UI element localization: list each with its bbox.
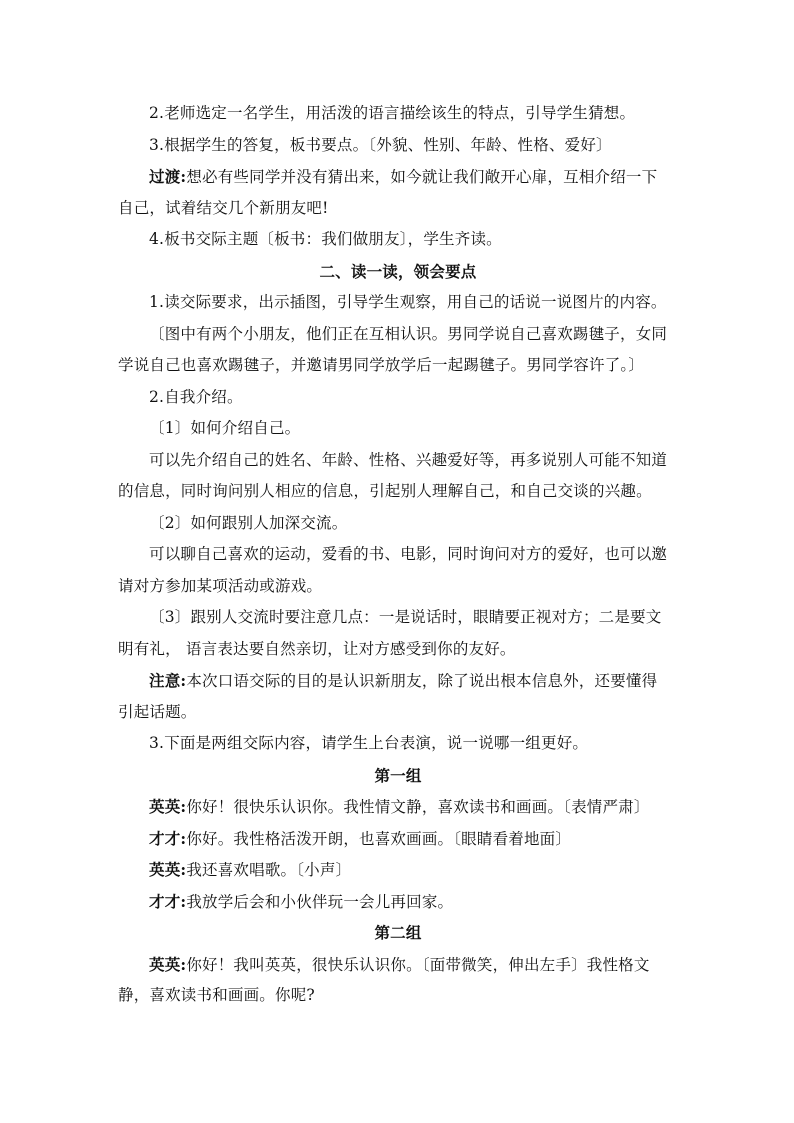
speaker-label: 英英: <box>149 954 187 974</box>
paragraph-line <box>118 476 678 508</box>
paragraph-line <box>118 319 678 351</box>
line-text: 自己，试着结交几个新朋友吧! <box>118 198 329 217</box>
line-text: 3.下面是两组交际内容，请学生上台表演，说一说哪一组更好。 <box>149 734 589 752</box>
paragraph-line <box>118 350 678 382</box>
paragraph-line <box>118 413 678 445</box>
line-text: 本次口语交际的目的是认识新朋友，除了说出根本信息外，还要懂得 <box>186 672 658 690</box>
line-text: 2.自我介绍。 <box>149 387 243 406</box>
paragraph-line <box>118 949 678 981</box>
section-heading: 第一组 <box>374 765 422 785</box>
line-text: 学说自己也喜欢踢毽子，并邀请男同学放学后一起踢毽子。男同学容许了。〕 <box>118 356 645 374</box>
paragraph-line <box>118 602 678 634</box>
paragraph-line <box>118 791 678 823</box>
line-text: 可以聊自己喜欢的运动，爱看的书、电影，同时询问对方的爱好，也可以邀 <box>149 545 668 563</box>
paragraph-line <box>118 728 678 760</box>
paragraph-line <box>118 161 678 193</box>
section-heading: 二、读一读，领会要点 <box>319 261 477 281</box>
paragraph-line <box>118 665 678 697</box>
line-text: 〔图中有两个小朋友，他们正在互相认识。男同学说自己喜欢踢毽子，女同 <box>149 324 668 343</box>
paragraph-line <box>118 382 678 414</box>
paragraph-line <box>118 539 678 571</box>
paragraph-line <box>118 980 678 1012</box>
line-text: 〔3〕跟别人交流时要注意几点：一是说话时，眼睛要正视对方；二是要文 <box>149 608 662 626</box>
line-text: 你好。我性格活泼开朗，也喜欢画画。〔眼睛看着地面〕 <box>186 829 572 848</box>
paragraph-line <box>118 886 678 918</box>
line-text: 3.根据学生的答复，板书要点。〔外貌、性别、年龄、性格、爱好〕 <box>149 135 612 154</box>
paragraph-line <box>118 854 678 886</box>
speaker-label: 注意: <box>149 671 187 690</box>
speaker-label: 才才: <box>149 828 187 848</box>
line-text: 引起话题。 <box>118 702 197 721</box>
line-text: 你好！很快乐认识你。我性情文静，喜欢读书和画画。〔表情严肃〕 <box>186 798 650 816</box>
speaker-label: 过渡: <box>149 167 187 186</box>
section-heading: 第二组 <box>374 923 422 942</box>
paragraph-line <box>118 571 678 603</box>
paragraph-line <box>118 697 678 729</box>
line-text: 可以先介绍自己的姓名、年龄、性格、兴趣爱好等，再多说别人可能不知道 <box>149 450 668 469</box>
line-text: 静，喜欢读书和画画。你呢? <box>118 986 315 1004</box>
line-text: 我放学后会和小伙伴玩一会儿再回家。 <box>186 892 454 911</box>
speaker-label: 英英: <box>149 797 187 816</box>
line-text: 请对方参加某项活动或游戏。 <box>118 576 323 595</box>
line-text: 我还喜欢唱歌。〔小声〕 <box>186 861 352 879</box>
line-text: 〔1〕如何介绍自己。 <box>149 419 301 437</box>
paragraph-line <box>118 98 678 130</box>
line-text: 1.读交际要求，出示插图，引导学生观察，用自己的话说一说图片的内容。 <box>149 293 667 311</box>
paragraph-line <box>118 193 678 225</box>
paragraph-line <box>118 508 678 540</box>
paragraph-line <box>118 634 678 666</box>
paragraph-line <box>118 445 678 477</box>
document-body <box>118 98 678 1012</box>
speaker-label: 英英: <box>149 860 187 879</box>
paragraph-line <box>118 287 678 319</box>
speaker-label: 才才: <box>149 891 187 911</box>
line-text: 明有礼， 语言表达要自然亲切，让对方感受到你的友好。 <box>118 639 516 658</box>
paragraph-line <box>118 224 678 256</box>
line-text: 的信息，同时询问别人相应的信息，引起别人理解自己，和自己交谈的兴趣。 <box>118 482 652 500</box>
line-text: 你好！我叫英英，很快乐认识你。〔面带微笑，伸出左手〕我性格文 <box>186 955 650 974</box>
line-text: 〔2〕如何跟别人加深交流。 <box>149 513 348 532</box>
line-text: 4.板书交际主题〔板书：我们做朋友〕，学生齐读。 <box>149 230 502 248</box>
line-text: 想必有些同学并没有猜出来，如今就让我们敞开心扉，互相介绍一下 <box>186 168 658 186</box>
paragraph-line <box>118 823 678 855</box>
line-text: 2.老师选定一名学生，用活泼的语言描绘该生的特点，引导学生猜想。 <box>149 104 636 122</box>
paragraph-line <box>118 130 678 162</box>
